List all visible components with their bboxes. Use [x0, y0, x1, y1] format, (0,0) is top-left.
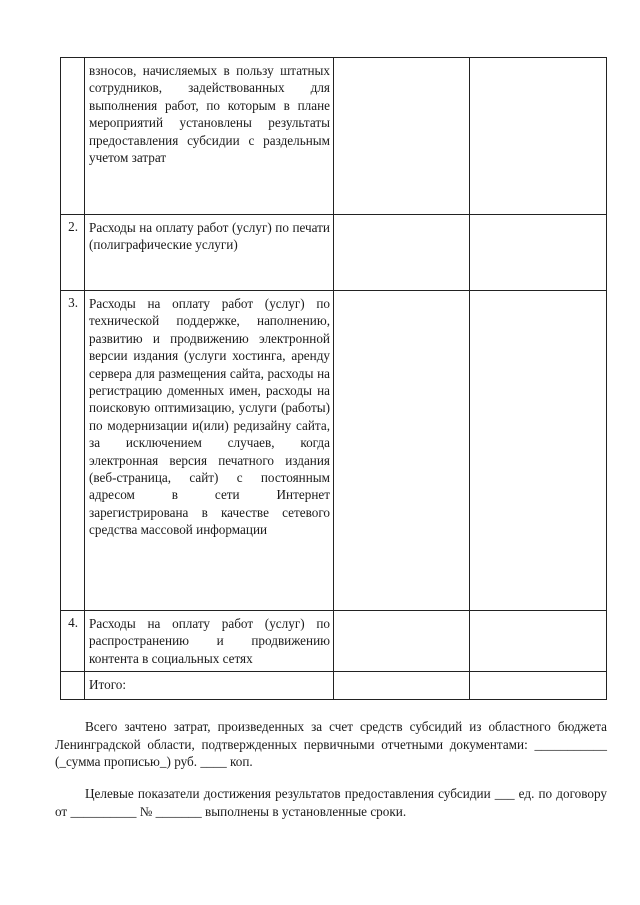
row-description-cell — [85, 58, 334, 215]
row-number-cell — [61, 672, 85, 700]
amount-cell — [470, 291, 607, 611]
amount-cell — [470, 215, 607, 291]
row-description: Расходы на оплату работ (услуг) по печати (полиграфические услуги) — [89, 220, 330, 253]
row-description-cell — [85, 215, 334, 291]
row-description-cell — [85, 291, 334, 611]
amount-cell — [334, 215, 470, 291]
row-description: Расходы на оплату работ (услуг) по технической поддержке, наполнению, развитию и продвижению электронной версии издания (услуги хостинга, аренду сервера для размещения сайта, расходы на регистрацию доменных имен, расходы на поисковую оптимизацию, услуги (работы) по модернизации и(или) редизайну сайта, за исключением случаев, когда электронная версия печатного издания (веб-страница, сайт) с постоянным адресом в сети Интернет зарегистрирована в качестве сетевого средства массовой информации — [89, 296, 330, 538]
targets-paragraph: Целевые показатели достижения результатов предоставления субсидии ___ ед. по договору от __________ № _______ выполнены в установленные сроки. — [55, 786, 607, 819]
amount-cell — [470, 611, 607, 672]
cost-report-table — [60, 57, 607, 700]
amount-cell — [470, 58, 607, 215]
row-number-cell: 4. — [61, 611, 85, 672]
row-description-cell — [85, 611, 334, 672]
row-description: взносов, начисляемых в пользу штатных сотрудников, задействованных для выполнения работ, по которым в плане мероприятий установлены результаты предоставления субсидии с раздельным учетом затрат — [89, 63, 330, 166]
row-number-cell — [61, 58, 85, 215]
row-number-cell: 2. — [61, 215, 85, 291]
total-amount-cell — [334, 672, 470, 700]
table-row — [61, 291, 607, 611]
table-row — [61, 611, 607, 672]
total-label-cell — [85, 672, 334, 700]
amount-cell — [334, 611, 470, 672]
amount-cell — [334, 291, 470, 611]
amount-cell — [334, 58, 470, 215]
total-costs-paragraph: Всего зачтено затрат, произведенных за счет средств субсидий из областного бюджета Ленинградской области, подтвержденных первичными отчетными документами: ___________ (_сумма прописью_) руб. ____ коп. — [55, 719, 607, 769]
table-row-total — [61, 672, 607, 700]
row-description: Расходы на оплату работ (услуг) по распространению и продвижению контента в социальных сетях — [89, 616, 330, 666]
total-amount-cell — [470, 672, 607, 700]
total-label: Итого: — [89, 677, 127, 692]
table-row — [61, 58, 607, 215]
table-row — [61, 215, 607, 291]
row-number-cell: 3. — [61, 291, 85, 611]
